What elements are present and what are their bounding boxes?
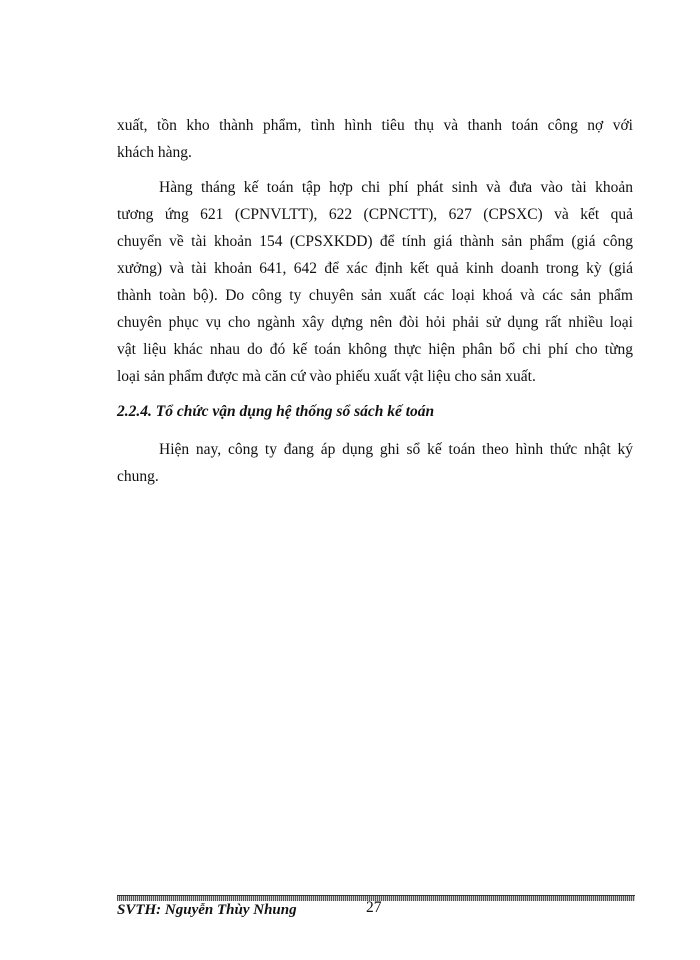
footer-author: SVTH: Nguyễn Thùy Nhung xyxy=(117,902,297,918)
text-line: chuyển về tài khoản 154 (CPSXKDD) để tính giá thành sản phẩm (giá công xyxy=(117,233,633,250)
text-line: thành toàn bộ). Do công ty chuyên sản xuất các loại khoá và các sản phẩm xyxy=(117,287,633,304)
text-line: Hàng tháng kế toán tập hợp chi phí phát sinh và đưa vào tài khoản xyxy=(159,179,633,196)
text-line: xuất, tồn kho thành phẩm, tình hình tiêu thụ và thanh toán công nợ với xyxy=(117,117,633,134)
text-line: Hiện nay, công ty đang áp dụng ghi sổ kế toán theo hình thức nhật ký xyxy=(159,441,633,458)
text-line: loại sản phẩm được mà căn cứ vào phiếu xuất vật liệu cho sản xuất. xyxy=(117,368,536,385)
paragraph-2 xyxy=(117,174,633,390)
text-line: xưởng) và tài khoản 641, 642 để xác định kết quả kinh doanh trong kỳ (giá xyxy=(117,260,633,277)
text-line: vật liệu khác nhau do đó kế toán không thực hiện phân bổ chi phí cho từng xyxy=(117,341,633,358)
paragraph-1 xyxy=(117,112,633,166)
page-number: 27 xyxy=(366,899,382,916)
paragraph-3 xyxy=(117,436,633,490)
text-line: khách hàng. xyxy=(117,144,192,161)
section-heading: 2.2.4. Tổ chức vận dụng hệ thống sổ sách kế toán xyxy=(117,403,435,420)
text-line: tương ứng 621 (CPNVLTT), 622 (CPNCTT), 627 (CPSXC) và kết quả xyxy=(117,206,633,223)
text-line: chung. xyxy=(117,468,159,485)
text-line: chuyên phục vụ cho ngành xây dựng nên đòi hỏi phải sử dụng rất nhiều loại xyxy=(117,314,633,331)
